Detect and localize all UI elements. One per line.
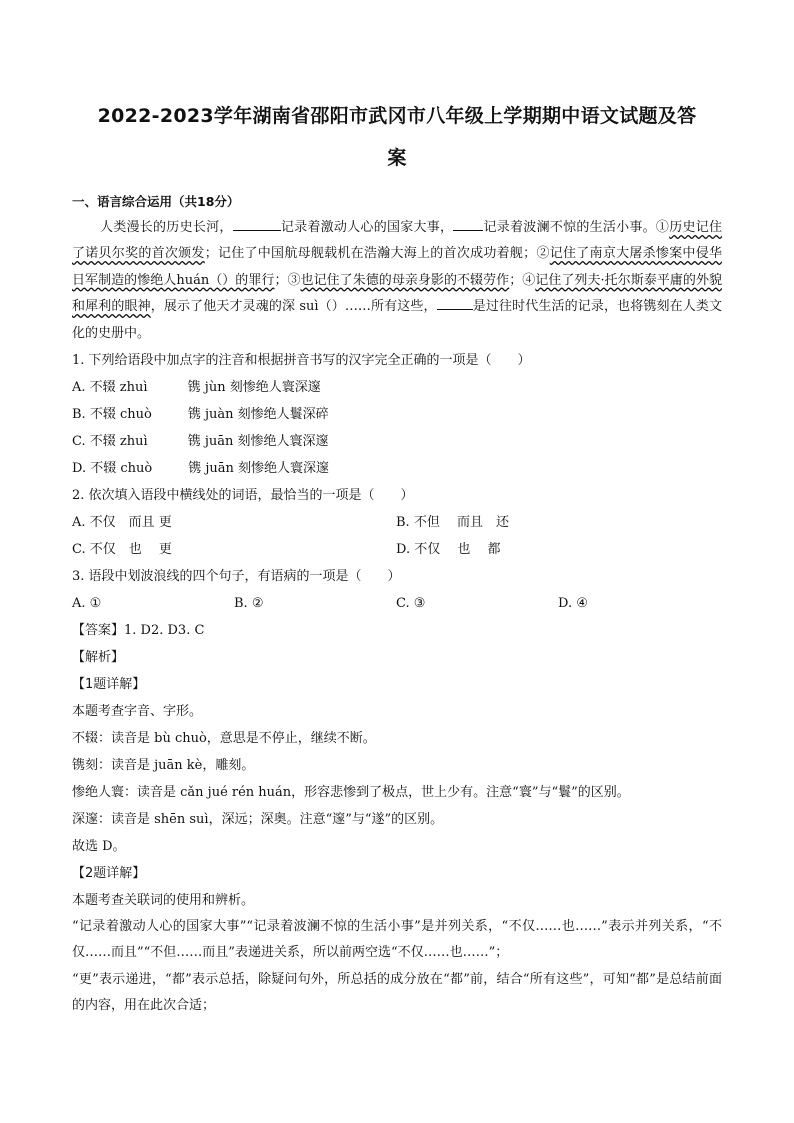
option-part-b: 镌 juān 刻惨绝人寰深邃 [187, 434, 329, 450]
question-2-stem: 2. 依次填入语段中横线处的词语，最恰当的一项是（ ） [72, 488, 414, 504]
option-part-a: 不辍 chuò [90, 461, 153, 477]
passage-text: ；④ [509, 272, 536, 288]
passage-text: 人类漫长的历史长河， [100, 220, 233, 235]
question-3-options [72, 590, 722, 617]
wavy-sentence-4: 记住了列夫·托尔斯泰平庸的外貌和犀利的眼神 [72, 272, 722, 315]
section-heading: 一、语言综合运用（共18分） [72, 194, 240, 209]
option-part-b: 镌 jùn 刻惨绝人寰深邃 [187, 380, 321, 396]
question-2-option-a[interactable]: A. 不仅 而且 更 [72, 515, 172, 531]
analysis-tag: 【解析】 [72, 650, 125, 666]
question-3-option-a[interactable]: A. ① [72, 596, 102, 612]
option-part-a: 不辍 zhuì [89, 380, 148, 396]
passage-text: 是过往时代生活的记录，也将镌刻在人类文化的史册中。 [72, 299, 722, 341]
question-1-option-a[interactable] [72, 374, 722, 401]
detail-1-heading: 【1题详解】 [72, 677, 146, 693]
document-page [72, 95, 722, 1020]
wavy-sentence-2: 记住了南京大屠杀惨案中侵华日军制造的惨绝人huán（）的罪行 [72, 246, 722, 288]
option-letter: D. [72, 461, 87, 477]
answer-tag: 【答案】 [72, 623, 125, 639]
detail-2-paragraph: “更”表示递进，“都”表示总括，除疑问句外，所总括的成分放在“都”前，结合“所有这些”，可知“都”是总结前面的内容，用在此次合适； [72, 971, 722, 1014]
detail-2-heading: 【2题详解】 [72, 866, 146, 882]
question-2-options-row-2 [72, 536, 722, 563]
question-1-option-d[interactable] [72, 455, 722, 482]
answer-text: 1. D2. D3. C [124, 623, 205, 639]
question-3-stem: 3. 语段中划波浪线的四个句子，有语病的一项是（ ） [72, 569, 401, 585]
detail-1-line: 惨绝人寰：读音是 cǎn jué rén huán，形容悲惨到了极点，世上少有。注意“寰”与“鬟”的区别。 [72, 785, 630, 801]
question-1-stem: 1. 下列给语段中加点字的注音和根据拼音书写的汉字完全正确的一项是（ ） [72, 353, 531, 369]
option-part-a: 不辍 zhuì [89, 434, 148, 450]
option-letter: B. [72, 407, 86, 423]
option-part-b: 镌 juàn 刻惨绝人鬟深碎 [187, 407, 329, 423]
detail-2-line: 本题考查关联词的使用和辨析。 [72, 893, 255, 909]
question-1-option-b[interactable] [72, 401, 722, 428]
answer-line [72, 617, 722, 644]
passage-text: 记录着激动人心的国家大事， [280, 220, 454, 235]
question-1-option-c[interactable] [72, 428, 722, 455]
passage-text: 记录着波澜不惊的生活小事。① [483, 220, 670, 235]
detail-2-paragraph: “记录着激动人心的国家大事”“记录着波澜不惊的生活小事”是并列关系，“不仅……也……”表示并列关系，“不仅……而且”“不但……而且”表递进关系，所以前两空选“不仅……也……”； [72, 919, 722, 961]
question-2-option-c[interactable]: C. 不仅 也 更 [72, 542, 172, 558]
title-line-2: 案 [387, 147, 407, 169]
question-2-option-b[interactable]: B. 不但 而且 还 [396, 515, 509, 531]
detail-1-line: 本题考查字音、字形。 [72, 704, 203, 720]
question-2-option-d[interactable]: D. 不仅 也 都 [396, 542, 501, 558]
detail-1-line: 故选 D。 [72, 839, 126, 855]
passage-text: ；记住了中国航母舰载机在浩瀚大海上的首次成功着舰；② [204, 246, 550, 262]
title-line-1: 2022-2023学年湖南省邵阳市武冈市八年级上学期期中语文试题及答 [97, 105, 697, 127]
document-title [72, 95, 722, 179]
option-letter: A. [72, 380, 86, 396]
passage-text: ，展示了他天才灵魂的深 suì（）……所有这些， [150, 299, 437, 315]
wavy-sentence-3: 也记住了朱德的母亲身影的不辍劳作 [300, 272, 510, 288]
question-3-option-b[interactable]: B. ② [234, 596, 264, 612]
blank-1 [233, 216, 281, 231]
blank-2 [453, 216, 483, 231]
detail-1-line: 深邃：读音是 shēn suì，深远；深奥。注意“邃”与“遂”的区别。 [72, 812, 444, 828]
wavy-sentence-1: 历史记住了诺贝尔奖的首次颁发 [72, 220, 722, 262]
detail-1-line: 不辍：读音是 bù chuò，意思是不停止，继续不断。 [72, 731, 376, 747]
question-1-options [72, 374, 722, 482]
option-part-a: 不辍 chuò [89, 407, 152, 423]
question-3-option-d[interactable]: D. ④ [558, 596, 588, 612]
option-letter: C. [72, 434, 86, 450]
passage-text: ；③ [274, 272, 301, 288]
question-3-option-c[interactable]: C. ③ [396, 596, 426, 612]
reading-passage [72, 215, 722, 347]
question-2-options-row-1 [72, 509, 722, 536]
blank-3 [437, 295, 473, 310]
detail-1-line: 镌刻：读音是 juān kè，雕刻。 [72, 758, 255, 774]
option-part-b: 镌 juān 刻惨绝人寰深邃 [188, 461, 330, 477]
